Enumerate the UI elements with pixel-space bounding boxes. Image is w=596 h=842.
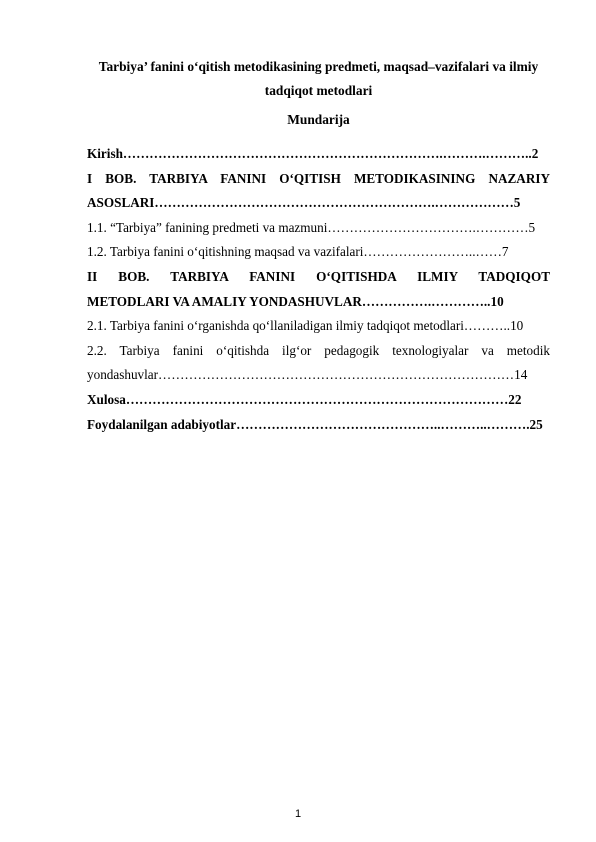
toc-entry-kirish: Kirish……………………………………………………………….……….………..2 [87,146,539,161]
toc-entry-1-2: 1.2. Tarbiya fanini o‘qitishning maqsad va vazifalari……………………..……7 [87,244,509,259]
toc-entry-chapter2-line1: II BOB. TARBIYA FANINI O‘QITISHDA ILMIY TADQIQOT [87,269,550,284]
toc-entry-chapter1-line2: ASOSLARI……………………………………………………….………………5 [87,195,521,210]
toc-entry-1-1: 1.1. “Tarbiya” fanining predmeti va mazmuni…………………………….…………5 [87,220,536,235]
document-title-line1: Tarbiya’ fanini o‘qitish metodikasining predmeti, maqsad–vazifalari va ilmiy [98,59,539,74]
toc-entry-2-2-line2: yondashuvlar………………………………………………………………………14 [87,367,528,382]
document-title-line2: tadqiqot metodlari [264,83,373,98]
toc-entry-2-1: 2.1. Tarbiya fanini o‘rganishda qo‘llaniladigan ilmiy tadqiqot metodlari………..10 [87,318,524,333]
toc-entry-chapter1-line1: I BOB. TARBIYA FANINI O‘QITISH METODIKASINING NAZARIY [87,171,550,186]
toc-entry-chapter2-line2: METODLARI VA AMALIY YONDASHUVLAR…………….…………..10 [87,294,504,309]
contents-heading: Mundarija [287,112,350,127]
toc-entry-xulosa: Xulosa……………………………………………………………………………22 [87,392,522,407]
page-number: 1 [294,808,302,820]
toc-entry-2-2-line1: 2.2. Tarbiya fanini o‘qitishda ilg‘or pedagogik texnologiyalar va metodik [87,343,550,358]
toc-entry-adabiyotlar: Foydalanilgan adabiyotlar………………………………………..………..……….25 [87,417,543,432]
